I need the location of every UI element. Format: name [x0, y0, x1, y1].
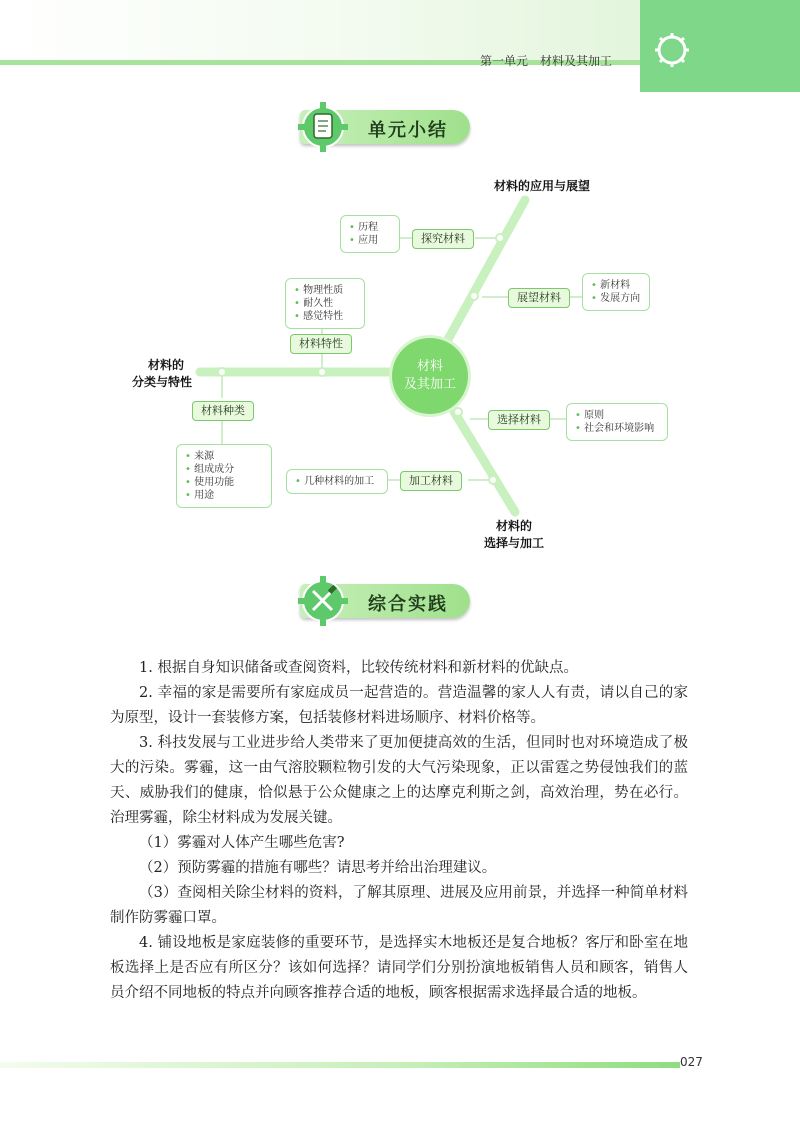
mindmap-center-node: 材料 及其加工: [392, 338, 468, 414]
terminal-left: 材料的 分类与特性: [132, 358, 193, 389]
tag-explore: 探究材料: [412, 229, 474, 249]
list-item: • 应用: [349, 234, 391, 247]
practice-item-3: 3. 科技发展与工业进步给人类带来了更加便捷高效的生活，但同时也对环境造成了极大的污染。雾霾，这一由气溶胶颗粒物引发的大气污染现象，正以雷霆之势侵蚀我们的蓝天、威胁我们的健康，恰似悬于公众健康之上的达摩克利斯之剑，高效治理，势在必行。治理雾霾，除尘材料成为发展关键。: [110, 735, 688, 826]
list-item: • 用途: [185, 489, 263, 502]
summary-title: 单元小结: [368, 120, 448, 141]
page-number: 027: [680, 1055, 703, 1069]
tag-outlook: 展望材料: [508, 288, 570, 308]
tag-kind: 材料种类: [192, 401, 254, 421]
list-item: • 历程: [349, 221, 391, 234]
tag-process: 加工材料: [400, 471, 462, 491]
list-item: • 新材料: [591, 279, 641, 292]
tag-select: 选择材料: [488, 410, 550, 430]
practice-item-3-3: （3）查阅相关除尘材料的资料，了解其原理、进展及应用前景，并选择一种简单材料制作防雾霾口罩。: [110, 885, 688, 926]
practice-banner: [300, 584, 480, 620]
practice-item-2: 2. 幸福的家是需要所有家庭成员一起营造的。营造温馨的家人人有责，请以自己的家为原型，设计一套装修方案，包括装修材料进场顺序、材料价格等。: [110, 685, 688, 726]
list-item: • 使用功能: [185, 476, 263, 489]
list-item: • 社会和环境影响: [575, 422, 659, 435]
practice-item-1: 1. 根据自身知识储备或查阅资料，比较传统材料和新材料的优缺点。: [139, 660, 578, 676]
list-item: • 物理性质: [294, 284, 356, 297]
terminal-top: 材料的应用与展望: [494, 179, 591, 193]
list-item: • 耐久性: [294, 297, 356, 310]
box-property: [285, 278, 365, 329]
practice-item-3-2: （2）预防雾霾的措施有哪些？请思考并给出治理建议。: [139, 860, 497, 876]
list-item: • 来源: [185, 450, 263, 463]
box-explore: [340, 215, 400, 253]
list-item: • 几种材料的加工: [295, 475, 379, 488]
practice-item-3-1: （1）雾霾对人体产生哪些危害?: [139, 835, 345, 851]
tag-property: 材料特性: [290, 334, 352, 354]
terminal-bottom: 材料的 选择与加工: [484, 519, 545, 550]
gear-tools-icon: [298, 576, 358, 626]
practice-item-4: 4. 铺设地板是家庭装修的重要环节，是选择实木地板还是复合地板？客厅和卧室在地板选择上是否应有所区分？该如何选择？请同学们分别扮演地板销售人员和顾客，销售人员介绍不同地板的特点并向顾客推荐合适的地板，顾客根据需求选择最合适的地板。: [110, 935, 688, 1001]
box-process: [286, 469, 388, 494]
practice-title: 综合实践: [368, 594, 448, 615]
list-item: • 感觉特性: [294, 310, 356, 323]
list-item: • 原则: [575, 409, 659, 422]
running-header-title: 第一单元 材料及其加工: [480, 54, 613, 68]
box-outlook: [582, 273, 650, 311]
footer-rule: [0, 1062, 680, 1068]
box-kind: [176, 444, 272, 508]
list-item: • 发展方向: [591, 292, 641, 305]
list-item: • 组成成分: [185, 463, 263, 476]
box-select: [566, 403, 668, 441]
